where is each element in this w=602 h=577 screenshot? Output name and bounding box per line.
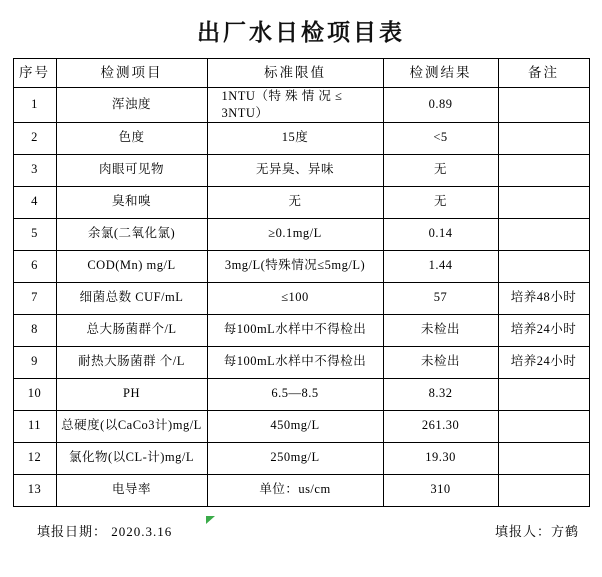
cell-item: 色度 [56,122,207,154]
cell-standard: 6.5—8.5 [207,378,383,410]
column-header-std: 标准限值 [207,59,383,88]
report-date: 填报日期： 2020.3.16 [37,523,173,539]
cell-result: 8.32 [383,378,498,410]
cell-result: 无 [383,154,498,186]
cell-standard: 每100mL水样中不得检出 [207,314,383,346]
cell-no: 2 [13,122,56,154]
cell-remark [498,88,589,123]
cell-no: 10 [13,378,56,410]
cell-standard: ≥0.1mg/L [207,218,383,250]
cell-result: 19.30 [383,442,498,474]
table-row [13,186,589,218]
table-row [13,122,589,154]
cell-standard: 单位：us/cm [207,474,383,506]
cell-result: 0.89 [383,88,498,123]
cell-item: 耐热大肠菌群 个/L [56,346,207,378]
cell-item: 总大肠菌群个/L [56,314,207,346]
cell-standard: 无 [207,186,383,218]
cell-item: 电导率 [56,474,207,506]
table-body [13,88,589,507]
cell-standard [207,88,383,123]
cell-item: 余氯(二氧化氯) [56,218,207,250]
cell-standard: 450mg/L [207,410,383,442]
footer [13,521,589,543]
cell-remark [498,218,589,250]
cell-remark: 培养48小时 [498,282,589,314]
cell-no: 1 [13,88,56,123]
column-header-item: 检测项目 [56,59,207,88]
cell-no: 12 [13,442,56,474]
table-row [13,250,589,282]
cell-remark [498,442,589,474]
table-row [13,378,589,410]
cell-result: 57 [383,282,498,314]
cell-no: 9 [13,346,56,378]
page-title: 出厂水日检项目表 [197,20,405,45]
column-header-remark: 备注 [498,59,589,88]
table-row [13,442,589,474]
cell-result: 未检出 [383,346,498,378]
cell-remark [498,474,589,506]
cell-result: 0.14 [383,218,498,250]
table-row [13,314,589,346]
cell-standard: 250mg/L [207,442,383,474]
cell-no: 4 [13,186,56,218]
cell-item: 肉眼可见物 [56,154,207,186]
cell-remark [498,378,589,410]
cell-no: 13 [13,474,56,506]
cell-standard: 每100mL水样中不得检出 [207,346,383,378]
cell-standard: 15度 [207,122,383,154]
cell-no: 6 [13,250,56,282]
cell-no: 8 [13,314,56,346]
column-header-no: 序号 [13,59,56,88]
cell-standard: 无异臭、异味 [207,154,383,186]
column-header-result: 检测结果 [383,59,498,88]
cell-result: 310 [383,474,498,506]
cell-standard: ≤100 [207,282,383,314]
table-row [13,282,589,314]
cell-standard-line2: 3NTU） [221,105,269,120]
cell-result: 未检出 [383,314,498,346]
cell-no: 5 [13,218,56,250]
cell-result: 无 [383,186,498,218]
cell-result: <5 [383,122,498,154]
table-row [13,410,589,442]
cell-remark [498,186,589,218]
cell-item: 细菌总数 CUF/mL [56,282,207,314]
table-header-row [13,59,589,88]
cell-standard-line1: 1NTU（特 殊 情 况 ≤ [221,89,343,103]
cell-no: 7 [13,282,56,314]
cell-item: 总硬度(以CaCo3计)mg/L [56,410,207,442]
cell-no: 11 [13,410,56,442]
cell-item: COD(Mn) mg/L [56,250,207,282]
cell-result: 1.44 [383,250,498,282]
table-row [13,474,589,506]
cell-no: 3 [13,154,56,186]
cell-remark: 培养24小时 [498,314,589,346]
cell-item: 氯化物(以CL-计)mg/L [56,442,207,474]
cell-remark [498,250,589,282]
cell-item: 臭和嗅 [56,186,207,218]
cell-remark [498,154,589,186]
cell-remark [498,122,589,154]
cell-remark [498,410,589,442]
cell-item: 浑浊度 [56,88,207,123]
cell-standard: 3mg/L(特殊情况≤5mg/L) [207,250,383,282]
reporter-name: 填报人：方鹤 [494,523,579,539]
cell-result: 261.30 [383,410,498,442]
inspection-table [13,58,590,507]
table-row [13,88,589,123]
table-row [13,346,589,378]
cell-remark: 培养24小时 [498,346,589,378]
table-header [13,59,589,88]
table-row [13,154,589,186]
cell-item: PH [56,378,207,410]
table-row [13,218,589,250]
